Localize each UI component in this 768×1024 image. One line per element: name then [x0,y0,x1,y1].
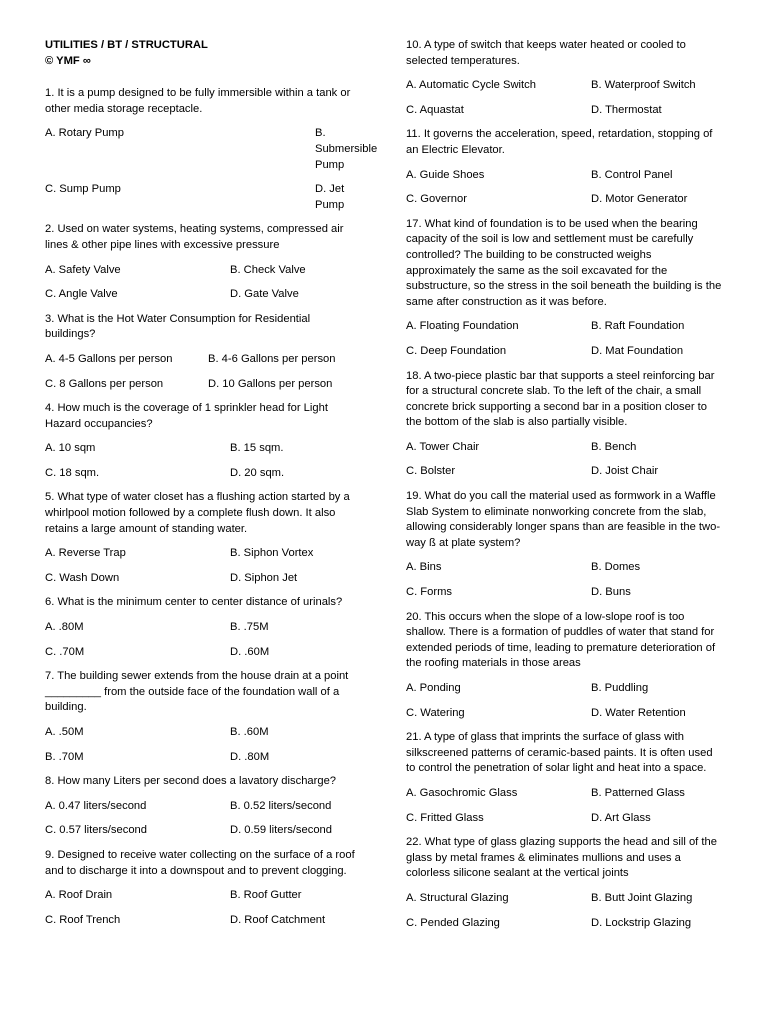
option-d: D. 10 Gallons per person [208,377,333,390]
question-4 [45,401,363,481]
option-c: C. 18 sqm. [45,466,100,479]
option-a: A. Rotary Pump [45,127,124,140]
options-row [406,344,724,360]
document-title: UTILITIES / BT / STRUCTURAL [45,39,208,51]
right-column [406,38,724,940]
question-3 [45,312,363,392]
options-row [45,441,363,457]
option-b: B. Domes [591,561,641,574]
options-row [45,888,363,904]
option-d: D. Water Retention [591,706,686,719]
question-stem: 2. Used on water systems, heating systems, compressed air lines & other pipe lines with excessive pressure [45,223,344,251]
question-1 [45,86,378,213]
option-b: B. Butt Joint Glazing [591,891,693,904]
option-c: C. Roof Trench [45,913,121,926]
question-9 [45,848,363,928]
options-row [406,891,724,907]
option-d: D. Motor Generator [591,193,688,206]
question-5 [45,490,363,586]
question-11 [406,127,724,207]
question-7 [45,669,363,765]
option-b: B. Check Valve [230,263,306,276]
option-d: D. 20 sqm. [230,466,285,479]
options-row [45,126,378,173]
question-stem: 6. What is the minimum center to center distance of urinals? [45,596,343,609]
option-a: A. Safety Valve [45,263,121,276]
options-row [45,263,363,279]
question-stem: 1. It is a pump designed to be fully immersible within a tank or other media storage receptacle. [45,87,351,115]
options-row [45,750,363,766]
option-d: D. .60M [230,645,270,658]
question-6 [45,595,363,660]
options-row [45,645,363,661]
options-row [45,182,363,213]
options-row [406,786,724,802]
option-c: C. Forms [406,586,452,599]
option-a: A. Automatic Cycle Switch [406,79,536,92]
options-row [45,352,363,368]
options-row [406,706,724,722]
option-c: C. Watering [406,706,465,719]
question-stem: 10. A type of switch that keeps water heated or cooled to selected temperatures. [406,39,686,67]
option-b: B. Control Panel [591,168,673,181]
question-8 [45,774,363,839]
option-d: D. Roof Catchment [230,913,326,926]
question-20 [406,610,724,722]
option-d: D. Mat Foundation [591,344,684,357]
question-18 [406,369,724,481]
question-stem: 11. It governs the acceleration, speed, retardation, stopping of an Electric Elevator. [406,128,713,156]
question-17 [406,217,724,360]
question-stem: 22. What type of glass glazing supports the head and sill of the glass by metal frames & eliminates mullions and uses a colorless silicone sealant at the vertical joints [406,836,717,880]
option-d: D. 0.59 liters/second [230,824,332,837]
option-c: C. Bolster [406,465,456,478]
option-b: B. Puddling [591,682,649,694]
options-row [45,913,363,929]
question-19 [406,489,724,601]
option-c: C. Aquastat [406,103,464,116]
option-d: D. Jet Pump [315,183,345,211]
options-row [45,466,363,482]
option-a: A. Guide Shoes [406,168,485,181]
option-a: A. 10 sqm [45,442,96,455]
option-c: C. .70M [45,645,85,658]
options-row [406,440,724,456]
option-c: B. .70M [45,750,84,763]
question-22 [406,835,724,931]
option-c: C. Deep Foundation [406,344,507,357]
question-stem: 21. A type of glass that imprints the surface of glass with silkscreened patterns of ceramic-based paints. It is often used to control the penetration of solar light and heat into a space. [406,731,713,775]
options-row [406,916,724,932]
question-stem: 18. A two-piece plastic bar that supports a steel reinforcing bar for a structural concrete slab. To the left of the chair, a small concrete brick supporting a second bar in a position closer to the bottom of the slab is also partially visible. [406,369,715,429]
options-row [45,287,363,303]
options-row [45,823,363,839]
question-stem: 9. Designed to receive water collecting on the surface of a roof and to discharge it into a downspout and to prevent clogging. [45,848,355,877]
option-d: D. .80M [230,750,270,763]
option-a: A. Bins [406,561,442,574]
question-stem: 20. This occurs when the slope of a low-slope roof is too shallow. There is a formation of puddles of water that stand for extended periods of time, leading to premature deterioration of the roofing materials in those areas [406,610,716,670]
option-b: B. 0.52 liters/second [230,799,332,812]
options-row [406,560,724,576]
question-stem: 7. The building sewer extends from the house drain at a point _________ from the outside face of the foundation wall of a building. [45,670,349,714]
question-stem: 5. What type of water closet has a flushing action started by a whirlpool motion followed by a complete flush down. It also retains a large amount of standing water. [45,491,350,535]
option-b: B. .60M [230,726,269,738]
option-b: B. Patterned Glass [591,786,685,799]
question-stem: 8. How many Liters per second does a lavatory discharge? [45,775,337,788]
option-c: C. Pended Glazing [406,916,500,929]
option-b: B. Waterproof Switch [591,79,696,92]
question-2 [45,222,363,302]
option-a: A. .50M [45,726,84,738]
question-stem: 3. What is the Hot Water Consumption for Residential buildings? [45,312,311,341]
option-b: B. Bench [591,440,637,453]
option-a: A. Floating Foundation [406,320,519,333]
options-row [45,546,363,562]
option-c: C. Governor [406,193,467,206]
copyright-line: © YMF ∞ [45,54,91,67]
option-c: C. Wash Down [45,571,120,584]
question-10 [406,38,724,118]
option-c: C. Angle Valve [45,288,118,301]
options-row [406,811,724,827]
option-a: A. Tower Chair [406,440,480,453]
options-row [406,192,724,208]
option-a: A. Ponding [406,682,461,694]
options-row [406,78,724,94]
option-d: D. Thermostat [591,103,662,116]
options-row [45,725,363,741]
left-column [45,38,378,937]
options-row [406,319,724,335]
options-row [45,571,363,587]
options-row [406,168,724,184]
option-a: A. Roof Drain [45,889,113,902]
question-stem: 17. What kind of foundation is to be used when the bearing capacity of the soil is low and settlement must be carefully controlled? The building to be constructed weighs approximately the same as the soil excavated for the substructure, so the stress in the soil beneath the building is the same after construction as it was before. [406,217,722,308]
option-d: D. Art Glass [591,811,651,824]
option-a: A. 0.47 liters/second [45,799,147,812]
option-d: D. Gate Valve [230,288,299,301]
option-c: C. Sump Pump [45,183,121,196]
option-b: B. .75M [230,621,269,634]
option-d: D. Joist Chair [591,465,659,478]
question-stem: 4. How much is the coverage of 1 sprinkler head for Light Hazard occupancies? [45,402,328,430]
option-b: B. Roof Gutter [230,889,302,902]
option-c: C. 0.57 liters/second [45,824,147,837]
options-row [406,585,724,601]
option-d: D. Lockstrip Glazing [591,916,692,929]
option-b: B. Siphon Vortex [230,547,314,560]
options-row [45,620,363,636]
option-b: B. Raft Foundation [591,320,685,333]
options-row [45,377,363,393]
option-b: B. Submersible Pump [315,127,378,171]
option-d: D. Siphon Jet [230,571,298,584]
question-21 [406,730,724,826]
option-c: C. Fritted Glass [406,811,484,824]
option-c: C. 8 Gallons per person [45,377,164,390]
options-row [45,799,363,815]
option-a: A. Gasochromic Glass [406,786,518,799]
option-b: B. 15 sqm. [230,442,284,455]
option-a: A. Reverse Trap [45,547,126,560]
options-row [406,681,724,697]
option-a: A. Structural Glazing [406,891,509,904]
options-row [406,103,724,119]
question-stem: 19. What do you call the material used as formwork in a Waffle Slab System to eliminate nonworking concrete from the slab, allowing considerably longer spans than are feasible in the two-way ß at plate system? [406,490,721,549]
option-d: D. Buns [591,586,631,599]
option-a: A. 4-5 Gallons per person [45,352,173,365]
option-a: A. .80M [45,621,84,634]
option-b: B. 4-6 Gallons per person [208,352,336,365]
options-row [406,464,724,480]
